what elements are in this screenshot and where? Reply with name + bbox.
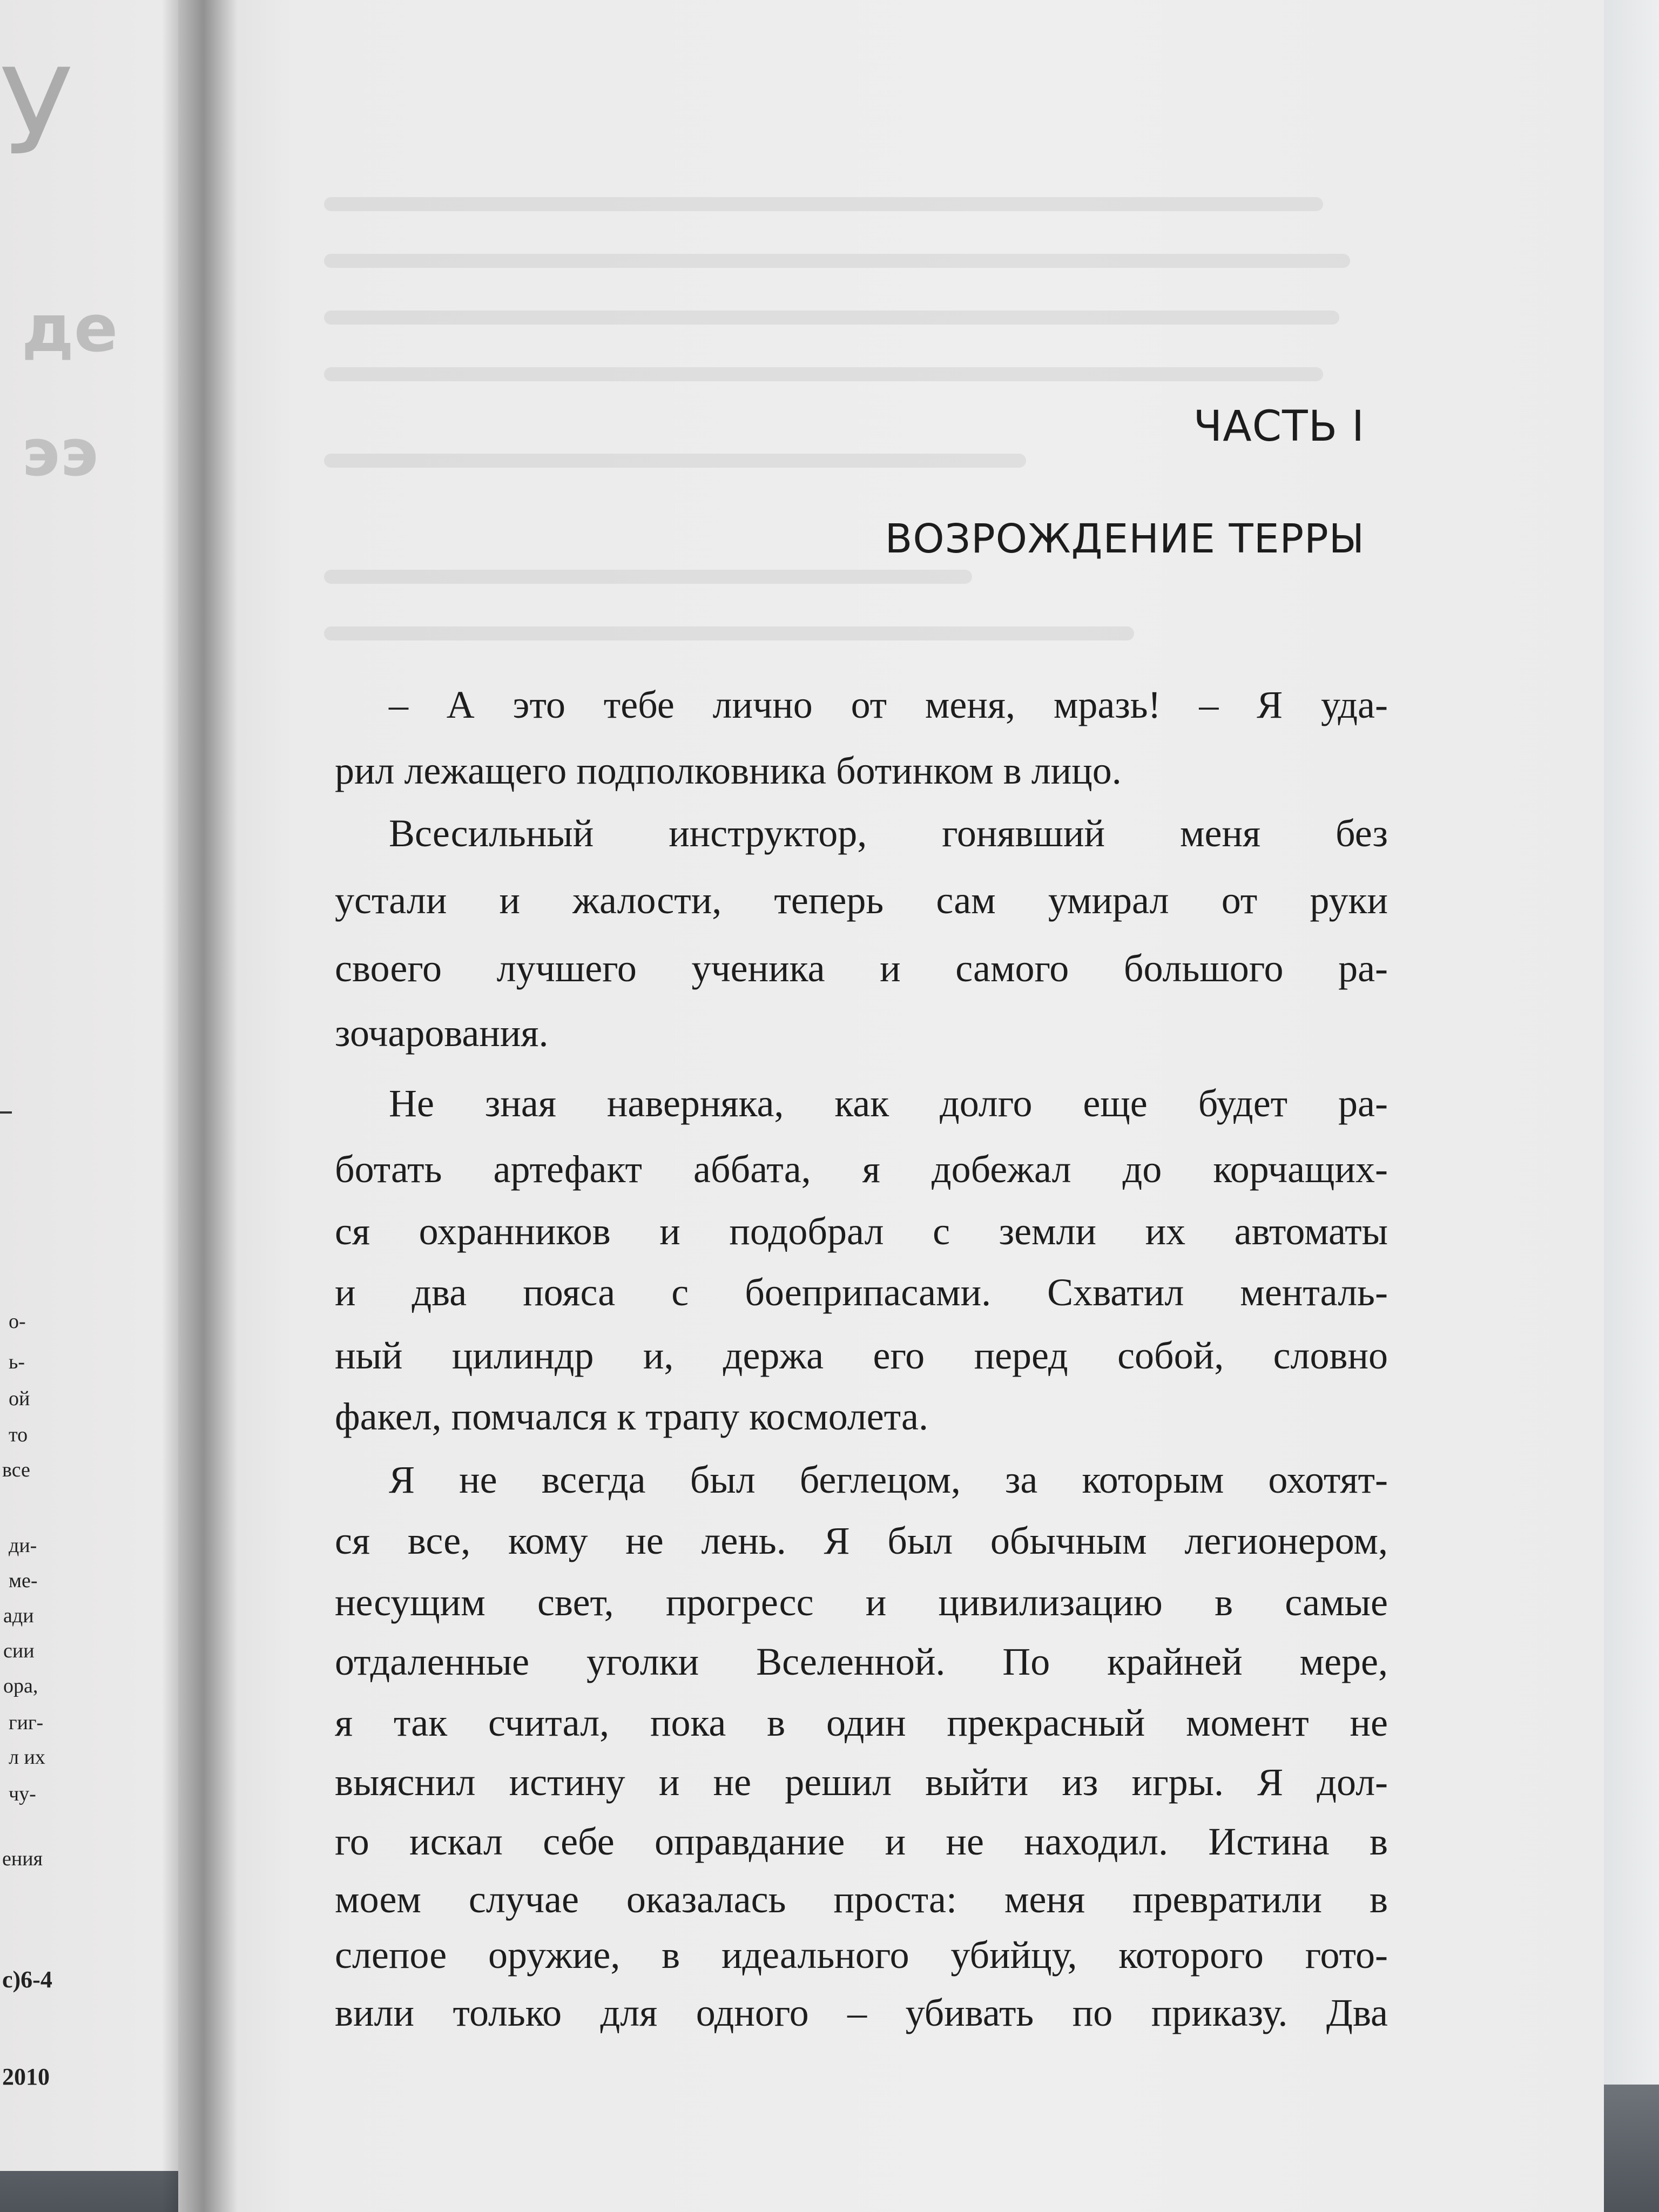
left-page-bleed-mark: ээ xyxy=(22,416,99,491)
text-line: я так считал, пока в один прекрасный момент не xyxy=(335,1701,1388,1744)
show-through-line xyxy=(324,454,1026,468)
text-line: своего лучшего ученика и самого большого ра- xyxy=(335,947,1388,990)
text-line: Не зная наверняка, как долго еще будет ра- xyxy=(389,1082,1388,1125)
text-line: го искал себе оправдание и не находил. Истина в xyxy=(335,1820,1388,1863)
show-through-line xyxy=(324,570,972,584)
left-page-fragment: ения xyxy=(2,1847,43,1870)
left-page-fragment: ора, xyxy=(3,1675,38,1697)
left-page-bleed-mark: де xyxy=(22,292,118,367)
left-page-fragment: ди- xyxy=(9,1534,37,1557)
left-page-fragment: все xyxy=(2,1459,30,1481)
text-line: ся охранников и подобрал с земли их автоматы xyxy=(335,1210,1388,1253)
left-page-fragment: о- xyxy=(9,1310,26,1333)
book-spine-shadow xyxy=(162,0,238,2212)
text-line: выяснил истину и не решил выйти из игры. Я дол- xyxy=(335,1761,1388,1804)
text-line: Всесильный инструктор, гонявший меня без xyxy=(389,812,1388,855)
text-line: факел, помчался к трапу космолета. xyxy=(335,1395,928,1438)
text-line: моем случае оказалась проста: меня превратили в xyxy=(335,1878,1388,1921)
text-line: ный цилиндр и, держа его перед собой, словно xyxy=(335,1334,1388,1377)
text-line: ся все, кому не лень. Я был обычным легионером, xyxy=(335,1519,1388,1562)
text-line: устали и жалости, теперь сам умирал от руки xyxy=(335,879,1388,922)
show-through-line xyxy=(324,311,1339,325)
left-page-fragment: гиг- xyxy=(9,1711,44,1734)
left-page-fragment: сии xyxy=(3,1640,35,1662)
text-line: зочарования. xyxy=(335,1011,549,1055)
text-line: несущим свет, прогресс и цивилизацию в самые xyxy=(335,1581,1388,1624)
text-line: – А это тебе лично от меня, мразь! – Я уда- xyxy=(389,683,1388,726)
left-page-bleed-mark: У xyxy=(0,43,73,181)
show-through-line xyxy=(324,367,1323,381)
show-through-line xyxy=(324,626,1134,640)
text-line: слепое оружие, в идеального убийцу, которого гото- xyxy=(335,1933,1388,1977)
left-page-year: 2010 xyxy=(2,2063,50,2090)
left-page-dash xyxy=(0,1111,12,1114)
text-line: и два пояса с боеприпасами. Схватил менталь- xyxy=(335,1271,1388,1314)
text-line: вили только для одного – убивать по приказу. Два xyxy=(335,1991,1388,2034)
text-line: отдаленные уголки Вселенной. По крайней мере, xyxy=(335,1640,1388,1683)
left-page-fragment: ме- xyxy=(9,1569,38,1592)
text-line: ботать артефакт аббата, я добежал до корчащих- xyxy=(335,1148,1388,1191)
left-page-fragment: чу- xyxy=(9,1783,36,1805)
chapter-title: ВОЗРОЖДЕНИЕ ТЕРРЫ xyxy=(885,516,1365,562)
left-page-fragment: л их xyxy=(9,1746,45,1769)
left-page-fragment: то xyxy=(9,1424,28,1446)
text-line: Я не всегда был беглецом, за которым охотят- xyxy=(389,1458,1388,1501)
left-page-fragment: ади xyxy=(3,1604,34,1627)
part-title: ЧАСТЬ I xyxy=(1193,402,1365,451)
show-through-line xyxy=(324,197,1323,211)
left-page-code: с)6-4 xyxy=(2,1966,52,1993)
text-line: рил лежащего подполковника ботинком в лицо. xyxy=(335,749,1122,792)
show-through-line xyxy=(324,254,1350,268)
left-page-fragment: ой xyxy=(9,1387,30,1410)
left-page-fragment: ь- xyxy=(9,1351,25,1373)
